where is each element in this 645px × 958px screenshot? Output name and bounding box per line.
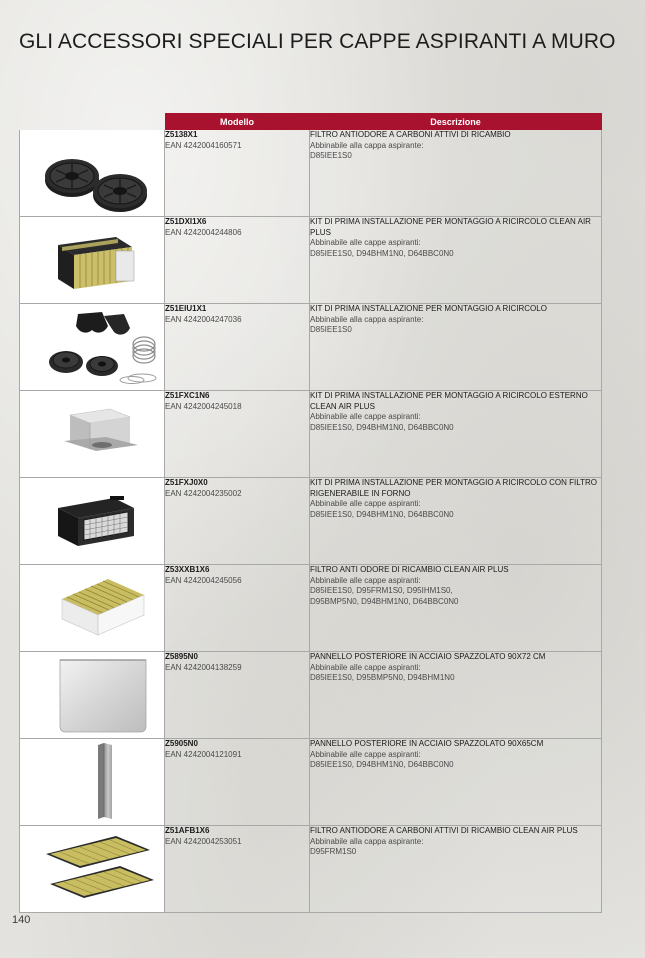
product-image-cell [20, 478, 165, 565]
table-row [20, 739, 602, 826]
compatibility-models: D85IEE1S0, D94BHM1N0, D64BBC0N0 [310, 509, 454, 519]
model-code: Z5138X1 [165, 130, 198, 139]
compatibility-label: Abbinabile alla cappa aspirante: [310, 836, 424, 846]
model-cell [165, 739, 310, 826]
table-header-row [20, 114, 602, 130]
description-title: PANNELLO POSTERIORE IN ACCIAIO SPAZZOLATO 90X72 CM [310, 652, 546, 661]
model-code: Z51FXC1N6 [165, 391, 210, 400]
model-cell [165, 391, 310, 478]
compatibility-models: D85IEE1S0, D95BMP5N0, D94BHM1N0 [310, 673, 455, 682]
model-cell [165, 304, 310, 391]
external-module-image [20, 391, 164, 477]
compatibility-models: D85IEE1S0, D95FRM1S0, D95IHM1S0, [310, 586, 453, 595]
model-cell [165, 652, 310, 739]
recirculation-kit-image [20, 304, 164, 390]
ean-code: EAN 4242004245056 [165, 575, 242, 585]
page-number: 140 [12, 914, 31, 926]
description-cell [310, 739, 602, 826]
compatibility-models: D95BMP5N0, D94BHM1N0, D64BBC0N0 [310, 596, 459, 606]
model-cell [165, 565, 310, 652]
table-row [20, 130, 602, 217]
product-image-cell [20, 304, 165, 391]
model-code: Z53XXB1X6 [165, 565, 210, 574]
description-title: KIT DI PRIMA INSTALLAZIONE PER MONTAGGIO A RICIRCOLO CLEAN AIR PLUS [310, 217, 591, 237]
model-code: Z5895N0 [165, 652, 198, 661]
ean-code: EAN 4242004244806 [165, 227, 242, 237]
compatibility-models: D95FRM1S0 [310, 847, 357, 856]
description-title: KIT DI PRIMA INSTALLAZIONE PER MONTAGGIO A RICIRCOLO CON FILTRO RIGENERABILE IN FORNO [310, 478, 598, 498]
clean-air-filter-image [20, 565, 164, 651]
product-image-cell [20, 565, 165, 652]
product-image-cell [20, 391, 165, 478]
compatibility-models: D85IEE1S0, D94BHM1N0, D64BBC0N0 [310, 248, 454, 258]
table-row [20, 391, 602, 478]
model-code: Z51EIU1X1 [165, 304, 207, 313]
table-row [20, 217, 602, 304]
regenerable-module-image [20, 478, 164, 564]
description-title: PANNELLO POSTERIORE IN ACCIAIO SPAZZOLATO 90X65CM [310, 739, 544, 748]
table-row [20, 565, 602, 652]
table-row [20, 304, 602, 391]
compatibility-models: D85IEE1S0 [310, 151, 352, 160]
description-cell [310, 391, 602, 478]
compatibility-label: Abbinabile alle cappe aspiranti: [310, 238, 421, 247]
description-cell [310, 478, 602, 565]
description-title: KIT DI PRIMA INSTALLAZIONE PER MONTAGGIO A RICIRCOLO ESTERNO CLEAN AIR PLUS [310, 391, 588, 411]
description-title: FILTRO ANTIODORE A CARBONI ATTIVI DI RICAMBIO [310, 130, 511, 139]
back-panel-image [20, 652, 164, 738]
compatibility-models: D85IEE1S0, D94BHM1N0, D64BBC0N0 [310, 760, 454, 769]
table-row [20, 478, 602, 565]
accessories-table [19, 113, 602, 913]
tall-panel-image [20, 739, 164, 825]
compatibility-label: Abbinabile alla cappa aspirante: [310, 140, 424, 150]
product-image-cell [20, 826, 165, 913]
model-code: Z51AFB1X6 [165, 826, 210, 835]
page-title: GLI ACCESSORI SPECIALI PER CAPPE ASPIRANTI A MURO [19, 30, 616, 53]
description-title: KIT DI PRIMA INSTALLAZIONE PER MONTAGGIO A RICIRCOLO [310, 304, 547, 313]
ean-code: EAN 4242004253051 [165, 836, 242, 846]
round-carbon-filters-image [20, 130, 164, 216]
clean-air-plus-module-image [20, 217, 164, 303]
table-row [20, 652, 602, 739]
table-row [20, 826, 602, 913]
product-image-cell [20, 652, 165, 739]
header-description: Descrizione [310, 114, 602, 130]
model-cell [165, 130, 310, 217]
compatibility-label: Abbinabile alle cappe aspiranti: [310, 575, 421, 585]
description-cell [310, 826, 602, 913]
header-model: Modello [165, 114, 310, 130]
ean-code: EAN 4242004138259 [165, 662, 242, 672]
compatibility-label: Abbinabile alle cappe aspiranti: [310, 749, 421, 759]
compatibility-models: D85IEE1S0, D94BHM1N0, D64BBC0N0 [310, 422, 454, 432]
description-title: FILTRO ANTIODORE A CARBONI ATTIVI DI RICAMBIO CLEAN AIR PLUS [310, 826, 578, 835]
description-cell [310, 304, 602, 391]
ean-code: EAN 4242004247036 [165, 314, 242, 324]
ean-code: EAN 4242004121091 [165, 749, 242, 759]
description-cell [310, 652, 602, 739]
model-cell [165, 826, 310, 913]
flat-filters-image [20, 826, 164, 912]
model-cell [165, 217, 310, 304]
description-cell [310, 217, 602, 304]
ean-code: EAN 4242004160571 [165, 140, 242, 150]
compatibility-label: Abbinabile alle cappe aspiranti: [310, 499, 421, 508]
description-cell [310, 565, 602, 652]
model-code: Z51DXI1X6 [165, 217, 207, 226]
compatibility-label: Abbinabile alla cappa aspirante: [310, 314, 424, 324]
model-code: Z51FXJ0X0 [165, 478, 208, 487]
model-cell [165, 478, 310, 565]
product-image-cell [20, 739, 165, 826]
compatibility-models: D85IEE1S0 [310, 325, 352, 334]
description-title: FILTRO ANTI ODORE DI RICAMBIO CLEAN AIR PLUS [310, 565, 509, 574]
compatibility-label: Abbinabile alle cappe aspiranti: [310, 412, 421, 421]
ean-code: EAN 4242004245018 [165, 401, 242, 411]
ean-code: EAN 4242004235002 [165, 488, 242, 498]
product-image-cell [20, 130, 165, 217]
model-code: Z5905N0 [165, 739, 198, 748]
header-image-cell [20, 114, 165, 130]
compatibility-label: Abbinabile alle cappe aspiranti: [310, 662, 421, 672]
product-image-cell [20, 217, 165, 304]
description-cell [310, 130, 602, 217]
